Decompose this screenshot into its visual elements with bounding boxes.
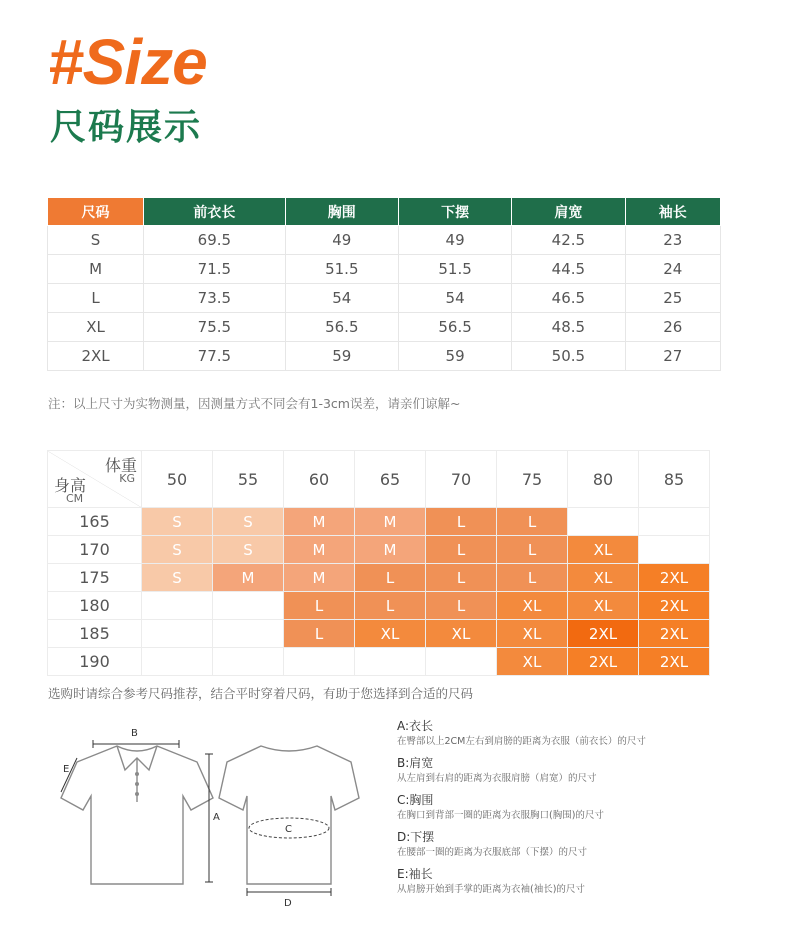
recommended-size-cell: M (355, 536, 426, 564)
height-header-cell: 165 (48, 508, 142, 536)
recommended-size-cell (213, 620, 284, 648)
recommended-size-cell: 2XL (639, 620, 710, 648)
recommended-size-cell: L (426, 564, 497, 592)
recommended-size-cell: L (426, 592, 497, 620)
weight-header-cell: 75 (497, 451, 568, 508)
recommended-size-cell (639, 508, 710, 536)
weight-label: 体重 (104, 456, 137, 475)
label-b: B (131, 728, 138, 739)
size-cell: 49 (398, 226, 511, 255)
legend-description: 从左肩到右肩的距离为衣服肩膀（肩宽）的尺寸 (397, 773, 597, 784)
label-d: D (284, 898, 292, 909)
size-cell: 54 (285, 284, 398, 313)
recommended-size-cell: XL (497, 648, 568, 676)
recommended-size-cell: XL (355, 620, 426, 648)
recommended-size-cell (426, 648, 497, 676)
legend-description: 在臀部以上2CM左右到肩膀的距离为衣服（前衣长）的尺寸 (397, 736, 646, 747)
axis-corner-cell (48, 451, 142, 508)
size-cell: M (48, 255, 144, 284)
measurement-note: 注：以上尺寸为实物测量，因测量方式不同会有1-3cm误差，请亲们谅解~ (48, 396, 461, 411)
button-3 (135, 792, 139, 796)
recommended-size-cell: S (142, 536, 213, 564)
label-c: C (285, 824, 292, 835)
button-2 (135, 782, 139, 786)
recommended-size-cell (568, 508, 639, 536)
weight-header-cell: 50 (142, 451, 213, 508)
recommendation-row (48, 592, 710, 620)
size-cell: 59 (398, 342, 511, 371)
recommendation-note: 选购时请综合参考尺码推荐，结合平时穿着尺码，有助于您选择到合适的尺码 (48, 686, 474, 701)
recommendation-row (48, 620, 710, 648)
title-size-chart: 尺码展示 (50, 107, 203, 148)
size-cell: XL (48, 313, 144, 342)
size-cell: 25 (625, 284, 721, 313)
legend-title: B:肩宽 (397, 756, 434, 770)
legend-description: 从肩膀开始到手掌的距离为衣袖(袖长)的尺寸 (397, 884, 585, 895)
recommended-size-cell: XL (426, 620, 497, 648)
legend-description: 在胸口到背部一圈的距离为衣服胸口(胸围)的尺寸 (397, 810, 604, 821)
size-cell: 2XL (48, 342, 144, 371)
header-size: 尺码 (48, 198, 144, 226)
recommended-size-cell: S (142, 508, 213, 536)
recommended-size-cell (142, 620, 213, 648)
weight-header-cell: 85 (639, 451, 710, 508)
recommended-size-cell (213, 648, 284, 676)
recommended-size-cell: L (497, 564, 568, 592)
header-length: 前衣长 (144, 198, 286, 226)
weight-header-cell: 70 (426, 451, 497, 508)
recommendation-row (48, 564, 710, 592)
recommended-size-cell: XL (568, 592, 639, 620)
legend-item (397, 866, 727, 896)
recommended-size-cell (355, 648, 426, 676)
weight-header-cell: 65 (355, 451, 426, 508)
recommended-size-cell: M (213, 564, 284, 592)
height-header-cell: 175 (48, 564, 142, 592)
height-header-cell: 170 (48, 536, 142, 564)
recommended-size-cell: L (426, 508, 497, 536)
shoulder-measure (93, 740, 179, 748)
recommendation-row (48, 536, 710, 564)
size-cell: 77.5 (144, 342, 286, 371)
size-cell: 59 (285, 342, 398, 371)
size-cell: 51.5 (285, 255, 398, 284)
size-cell: 54 (398, 284, 511, 313)
recommended-size-cell: L (355, 564, 426, 592)
size-table (47, 197, 721, 371)
recommended-size-cell: L (355, 592, 426, 620)
recommendation-header-row (48, 451, 710, 508)
legend-description: 在腰部一圈的距离为衣服底部（下摆）的尺寸 (397, 847, 588, 858)
recommended-size-cell: 2XL (639, 564, 710, 592)
height-unit: CM (66, 492, 84, 505)
recommended-size-cell (284, 648, 355, 676)
measurement-legend (397, 718, 727, 903)
back-shirt-outline (219, 746, 359, 884)
legend-title: D:下摆 (397, 830, 435, 844)
legend-title: A:衣长 (397, 719, 434, 733)
recommended-size-cell (639, 536, 710, 564)
label-e: E (63, 764, 70, 775)
header-sleeve: 袖长 (625, 198, 721, 226)
size-cell: 50.5 (512, 342, 625, 371)
size-cell: 71.5 (144, 255, 286, 284)
recommended-size-cell: 2XL (639, 648, 710, 676)
size-row (48, 342, 721, 371)
size-recommendation-grid (47, 450, 710, 676)
size-cell: 23 (625, 226, 721, 255)
size-row (48, 284, 721, 313)
size-cell: 44.5 (512, 255, 625, 284)
legend-item (397, 718, 727, 748)
size-cell: 27 (625, 342, 721, 371)
size-row (48, 226, 721, 255)
size-cell: 42.5 (512, 226, 625, 255)
recommendation-row (48, 508, 710, 536)
recommended-size-cell: XL (568, 564, 639, 592)
size-row (48, 255, 721, 284)
recommended-size-cell: S (213, 536, 284, 564)
recommended-size-cell (142, 648, 213, 676)
recommended-size-cell: S (213, 508, 284, 536)
size-cell: 56.5 (398, 313, 511, 342)
size-cell: 75.5 (144, 313, 286, 342)
header-hem: 下摆 (398, 198, 511, 226)
size-cell: 73.5 (144, 284, 286, 313)
size-cell: 69.5 (144, 226, 286, 255)
recommended-size-cell: M (355, 508, 426, 536)
recommended-size-cell: 2XL (568, 620, 639, 648)
height-header-cell: 180 (48, 592, 142, 620)
recommended-size-cell: 2XL (568, 648, 639, 676)
recommended-size-cell: L (497, 508, 568, 536)
front-shirt-outline (61, 746, 213, 884)
recommendation-row (48, 648, 710, 676)
legend-item (397, 829, 727, 859)
recommended-size-cell: M (284, 508, 355, 536)
size-cell: 51.5 (398, 255, 511, 284)
size-cell: 56.5 (285, 313, 398, 342)
height-label: 身高 (54, 476, 87, 495)
recommended-size-cell: M (284, 564, 355, 592)
recommended-size-cell: L (284, 592, 355, 620)
size-table-header-row (48, 198, 721, 226)
header-shoulder: 肩宽 (512, 198, 625, 226)
weight-header-cell: 80 (568, 451, 639, 508)
size-cell: 49 (285, 226, 398, 255)
recommended-size-cell: XL (497, 592, 568, 620)
size-cell: L (48, 284, 144, 313)
button-1 (135, 772, 139, 776)
recommended-size-cell (213, 592, 284, 620)
recommended-size-cell: M (284, 536, 355, 564)
shirt-measurement-diagram (47, 722, 387, 922)
size-cell: 26 (625, 313, 721, 342)
recommended-size-cell: 2XL (639, 592, 710, 620)
header-chest: 胸围 (285, 198, 398, 226)
label-a: A (213, 812, 220, 823)
recommended-size-cell: L (497, 536, 568, 564)
recommended-size-cell: XL (568, 536, 639, 564)
recommended-size-cell: L (284, 620, 355, 648)
legend-title: C:胸围 (397, 793, 434, 807)
recommended-size-cell: XL (497, 620, 568, 648)
recommended-size-cell: S (142, 564, 213, 592)
size-row (48, 313, 721, 342)
size-cell: S (48, 226, 144, 255)
recommended-size-cell (142, 592, 213, 620)
legend-item (397, 792, 727, 822)
hem-measure (247, 888, 331, 896)
weight-header-cell: 60 (284, 451, 355, 508)
length-measure (205, 754, 213, 882)
size-cell: 46.5 (512, 284, 625, 313)
height-header-cell: 190 (48, 648, 142, 676)
weight-unit: KG (119, 472, 135, 485)
height-header-cell: 185 (48, 620, 142, 648)
title-size: #Size (48, 26, 207, 98)
legend-title: E:袖长 (397, 867, 433, 881)
size-cell: 48.5 (512, 313, 625, 342)
size-cell: 24 (625, 255, 721, 284)
recommended-size-cell: L (426, 536, 497, 564)
weight-header-cell: 55 (213, 451, 284, 508)
legend-item (397, 755, 727, 785)
